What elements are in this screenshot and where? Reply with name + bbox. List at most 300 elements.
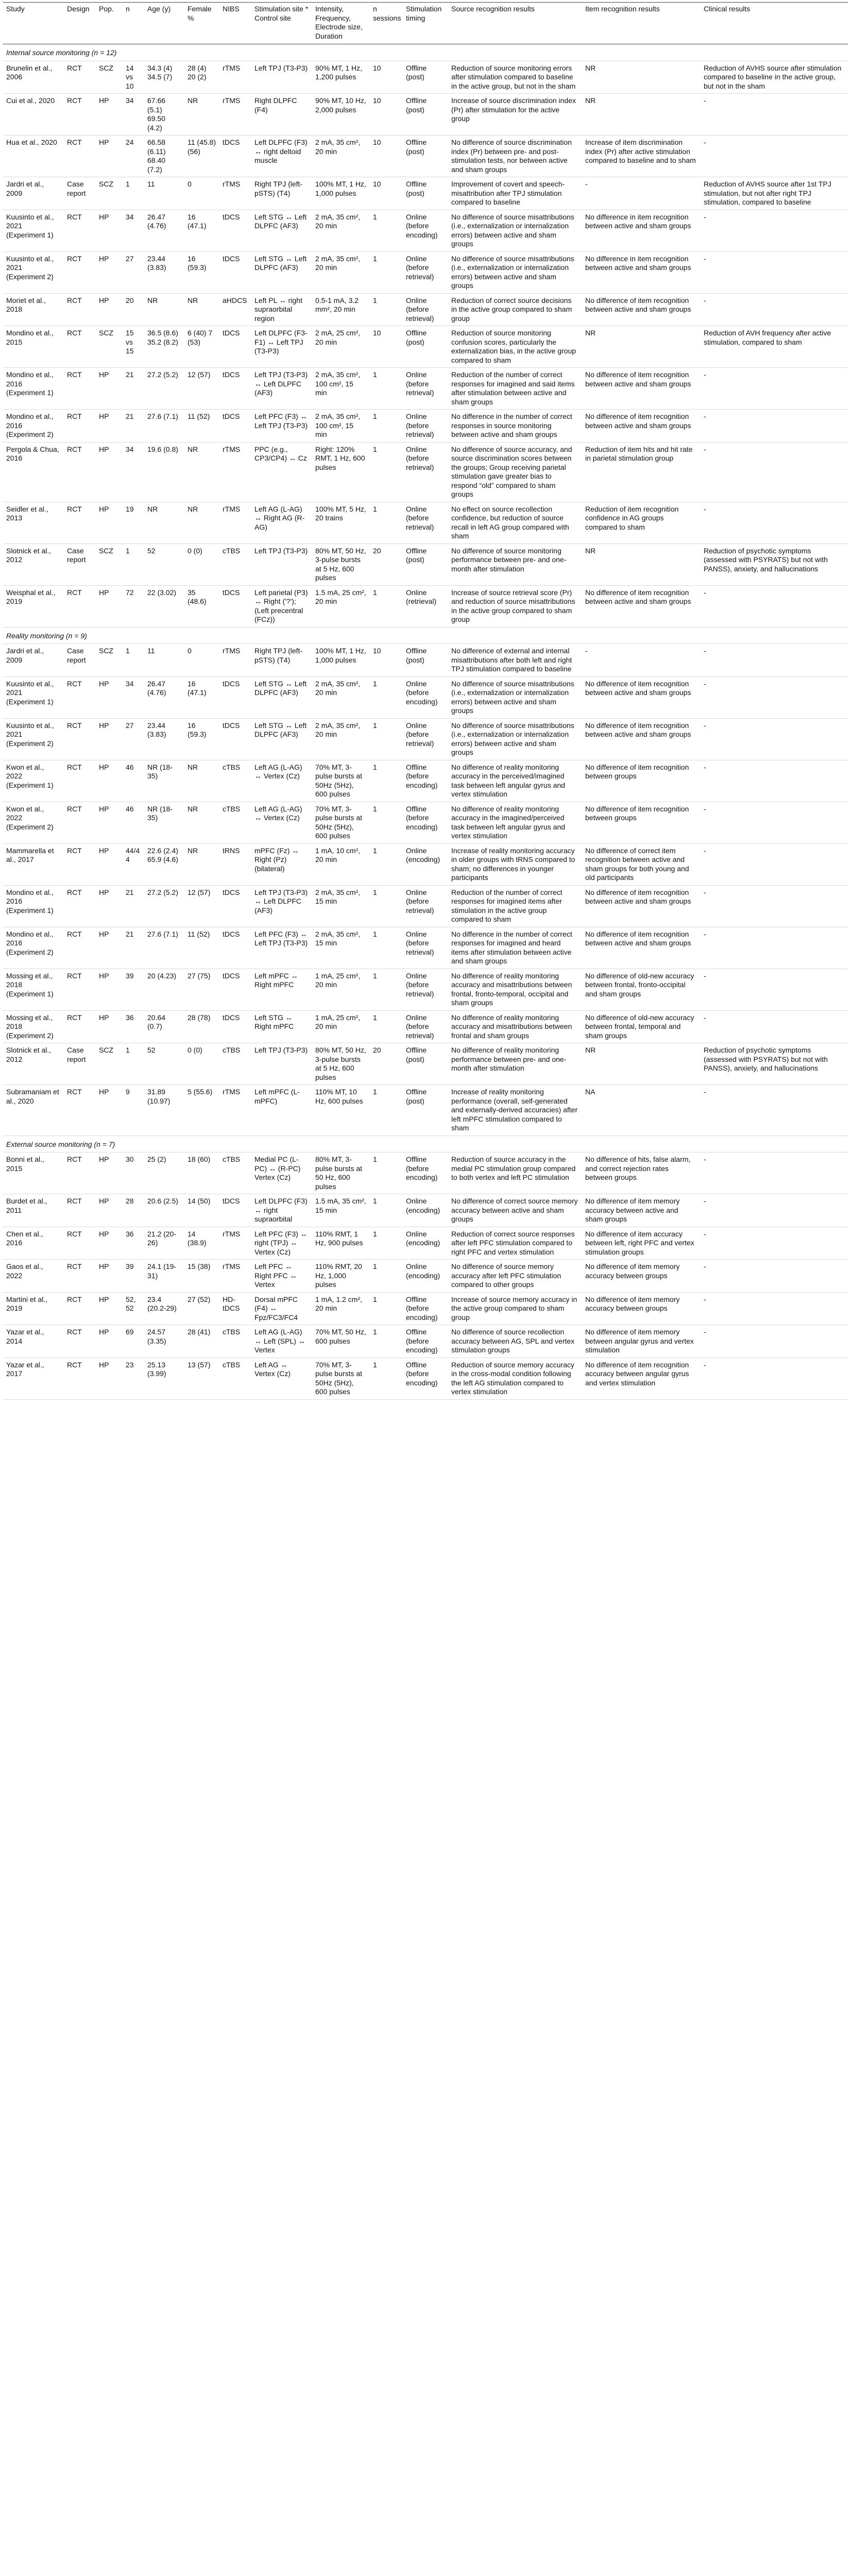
section-row — [3, 1136, 848, 1153]
table-row — [3, 177, 848, 210]
table-row — [3, 1085, 848, 1136]
table-cell: No difference of item memory between angular gyrus and vertex stimulation — [582, 1325, 701, 1358]
table-cell: 0 — [184, 644, 219, 677]
table-cell: 2 mA, 35 cm², 100 cm², 15 min — [312, 410, 370, 443]
table-cell: 2 mA, 35 cm², 20 min — [312, 210, 370, 251]
table-cell: Online (encoding) — [403, 1227, 448, 1260]
table-cell: 2 mA, 35 cm², 20 min — [312, 135, 370, 177]
table-cell: 46 — [123, 802, 144, 843]
table-cell: Increase of reality monitoring performance (overall, self-generated and externally-derived accuracies) after left mPFC stimulation compared to sham — [448, 1085, 582, 1136]
table-cell: HP — [96, 1085, 123, 1136]
table-cell: 22.6 (2.4) 65.9 (4.6) — [144, 843, 184, 885]
table-cell: Kuusinto et al., 2021 (Experiment 2) — [3, 251, 64, 293]
table-cell: Left TPJ (T3-P3) — [251, 61, 312, 94]
table-cell: No difference of reality monitoring accuracy in the perceived/imagined task between left angular gyrus and vertex stimulation — [448, 760, 582, 802]
table-cell: 15 (38) — [184, 1260, 219, 1293]
column-header: Stimulation site * Control site — [251, 3, 312, 44]
table-cell: 16 (47.1) — [184, 210, 219, 251]
table-cell: Online (before retrieval) — [403, 718, 448, 760]
table-cell: HP — [96, 1325, 123, 1358]
table-cell: 1 mA, 25 cm², 20 min — [312, 969, 370, 1010]
table-cell: HP — [96, 969, 123, 1010]
table-cell: 1.5 mA, 35 cm², 15 min — [312, 1194, 370, 1227]
table-cell: No difference of source misattributions (i.e., externalization or internalization errors) between active and sham groups — [448, 718, 582, 760]
table-row — [3, 885, 848, 927]
table-cell: Jardri et al., 2009 — [3, 644, 64, 677]
table-cell: No difference of item recognition between groups — [582, 802, 701, 843]
table-cell: No difference of item memory accuracy between groups — [582, 1260, 701, 1293]
table-cell: NA — [582, 1085, 701, 1136]
table-cell: rTMS — [219, 644, 251, 677]
table-cell: tDCS — [219, 676, 251, 718]
table-cell: No difference of source misattributions (i.e., externalization or internalization errors) between active and sham groups — [448, 676, 582, 718]
table-cell: Hua et al., 2020 — [3, 135, 64, 177]
table-cell: Online (before retrieval) — [403, 969, 448, 1010]
table-cell: Offline (post) — [403, 135, 448, 177]
section-row — [3, 627, 848, 644]
column-header: Study — [3, 3, 64, 44]
table-cell: RCT — [64, 885, 96, 927]
table-cell: No effect on source recollection confidence, but reduction of source recall in left AG group compared with sham — [448, 502, 582, 544]
table-cell: - — [701, 644, 848, 677]
table-cell: Brunelin et al., 2006 — [3, 61, 64, 94]
table-cell: No difference of item memory accuracy between active and sham groups — [582, 1194, 701, 1227]
table-cell: - — [701, 135, 848, 177]
table-row — [3, 760, 848, 802]
table-cell: HP — [96, 843, 123, 885]
table-cell: 0 (0) — [184, 1043, 219, 1085]
table-cell: No difference of item recognition between active and sham groups — [582, 410, 701, 443]
table-cell: rTMS — [219, 61, 251, 94]
table-cell: 36 — [123, 1227, 144, 1260]
table-cell: No difference of source discrimination index (Pr) between pre- and post-stimulation tests, nor between active and sham groups — [448, 135, 582, 177]
table-cell: Left AG (L-AG) ↔ Vertex (Cz) — [251, 760, 312, 802]
table-cell: Offline (post) — [403, 94, 448, 135]
table-cell: - — [701, 1194, 848, 1227]
table-cell: 1 — [370, 502, 403, 544]
table-cell: HP — [96, 135, 123, 177]
table-cell: Mondino et al., 2016 (Experiment 2) — [3, 927, 64, 969]
table-cell: Offline (post) — [403, 61, 448, 94]
table-cell: HP — [96, 927, 123, 969]
table-cell: No difference in item recognition between active and sham groups — [582, 210, 701, 251]
table-cell: SCZ — [96, 544, 123, 585]
literature-table — [3, 2, 848, 1400]
table-cell: 27 (52) — [184, 1292, 219, 1325]
table-cell: RCT — [64, 1325, 96, 1358]
table-row — [3, 326, 848, 368]
table-cell: PPC (e.g., CP3/CP4) ↔ Cz — [251, 442, 312, 502]
table-cell: Pergola & Chua, 2016 — [3, 442, 64, 502]
table-cell: Left STG ↔ Left DLPFC (AF3) — [251, 210, 312, 251]
table-cell: Offline (post) — [403, 544, 448, 585]
table-row — [3, 676, 848, 718]
table-cell: 24 — [123, 135, 144, 177]
table-cell: Reduction of source memory accuracy in the cross-modal condition following the left AG stimulation compared to vertex stimulation — [448, 1358, 582, 1399]
table-cell: No difference of item accuracy between left, right PFC and vertex stimulation groups — [582, 1227, 701, 1260]
table-row — [3, 368, 848, 410]
table-cell: 1 — [370, 843, 403, 885]
table-cell: 24.57 (3.35) — [144, 1325, 184, 1358]
table-cell: - — [701, 969, 848, 1010]
table-cell: - — [701, 1153, 848, 1194]
table-row — [3, 927, 848, 969]
table-cell: No difference of item recognition between active and sham groups — [582, 676, 701, 718]
table-cell: 10 — [370, 135, 403, 177]
table-cell: cTBS — [219, 802, 251, 843]
table-cell: Online (before retrieval) — [403, 885, 448, 927]
table-row — [3, 544, 848, 585]
table-cell: 1 — [370, 1010, 403, 1043]
table-cell: No difference of source misattributions (i.e., externalization or internalization errors) between active and sham groups — [448, 251, 582, 293]
column-header: n sessions — [370, 3, 403, 44]
table-cell: 25 (2) — [144, 1153, 184, 1194]
table-cell: Mossing et al., 2018 (Experiment 1) — [3, 969, 64, 1010]
table-cell: Left PFC (F3) ↔ Left TPJ (T3-P3) — [251, 927, 312, 969]
column-header: Item recognition results — [582, 3, 701, 44]
table-cell: 52 — [144, 1043, 184, 1085]
table-cell: 1 — [370, 1227, 403, 1260]
table-row — [3, 442, 848, 502]
table-cell: Case report — [64, 644, 96, 677]
table-cell: RCT — [64, 1227, 96, 1260]
table-cell: NR — [582, 1043, 701, 1085]
table-cell: RCT — [64, 410, 96, 443]
table-cell: HP — [96, 210, 123, 251]
table-cell: 1 — [370, 718, 403, 760]
table-cell: 1 — [370, 969, 403, 1010]
table-cell: Mammarella et al., 2017 — [3, 843, 64, 885]
table-cell: Left DLPFC (F3) ↔ right deltoid muscle — [251, 135, 312, 177]
table-cell: HP — [96, 251, 123, 293]
table-row — [3, 410, 848, 443]
table-cell: 66.58 (6.11) 68.40 (7.2) — [144, 135, 184, 177]
table-cell: 16 (59.3) — [184, 251, 219, 293]
table-row — [3, 1043, 848, 1085]
table-cell: 1 — [123, 177, 144, 210]
table-cell: 12 (57) — [184, 885, 219, 927]
table-cell: 20.64 (0.7) — [144, 1010, 184, 1043]
table-cell: Left STG ↔ Left DLPFC (AF3) — [251, 251, 312, 293]
table-cell: No difference of item recognition between active and sham groups — [582, 368, 701, 410]
table-cell: 31.89 (10.97) — [144, 1085, 184, 1136]
table-cell: rTMS — [219, 94, 251, 135]
table-cell: Mondino et al., 2016 (Experiment 2) — [3, 410, 64, 443]
table-cell: Online (before retrieval) — [403, 410, 448, 443]
table-cell: 1 — [370, 1260, 403, 1293]
table-cell: 10 — [370, 644, 403, 677]
table-cell: Offline (before encoding) — [403, 1153, 448, 1194]
table-cell: 80% MT, 50 Hz, 3-pulse bursts at 5 Hz, 600 pulses — [312, 544, 370, 585]
column-header: Clinical results — [701, 3, 848, 44]
table-cell: Reduction of source monitoring confusion scores, particularly the externalization bias, in the active group compared to sham — [448, 326, 582, 368]
table-cell: Left DLPFC (F3) ↔ right supraorbital — [251, 1194, 312, 1227]
table-cell: No difference of old-new accuracy between frontal, temporal and sham groups — [582, 1010, 701, 1043]
table-cell: NR — [582, 94, 701, 135]
table-cell: Left PFC (F3) ↔ Left TPJ (T3-P3) — [251, 410, 312, 443]
table-cell: Reduction of psychotic symptoms (assessed with PSYRATS) but not with PANSS), anxiety, and hallucinations — [701, 1043, 848, 1085]
table-cell: tDCS — [219, 969, 251, 1010]
table-cell: Left PFC (F3) ↔ right (TPJ) ↔ Vertex (Cz) — [251, 1227, 312, 1260]
table-cell: Moriet et al., 2018 — [3, 293, 64, 326]
table-cell: 23.4 (20.2-29) — [144, 1292, 184, 1325]
table-cell: - — [701, 293, 848, 326]
table-cell: Kwon et al., 2022 (Experiment 2) — [3, 802, 64, 843]
table-cell: tDCS — [219, 1194, 251, 1227]
table-cell: 52, 52 — [123, 1292, 144, 1325]
table-cell: 26.47 (4.76) — [144, 676, 184, 718]
table-cell: Online (before encoding) — [403, 676, 448, 718]
table-cell: Offline (post) — [403, 326, 448, 368]
table-cell: 11 (52) — [184, 410, 219, 443]
column-header: Stimulation timing — [403, 3, 448, 44]
table-cell: Offline (before encoding) — [403, 1292, 448, 1325]
table-cell: 9 — [123, 1085, 144, 1136]
table-cell: 1 — [123, 644, 144, 677]
table-cell: RCT — [64, 585, 96, 627]
table-cell: rTMS — [219, 442, 251, 502]
table-cell: 20 (4.23) — [144, 969, 184, 1010]
table-cell: Burdet et al., 2011 — [3, 1194, 64, 1227]
table-cell: 0 (0) — [184, 544, 219, 585]
table-cell: 28 (4) 20 (2) — [184, 61, 219, 94]
table-cell: Left TPJ (T3-P3) — [251, 1043, 312, 1085]
table-row — [3, 1358, 848, 1399]
table-cell: 23.44 (3.83) — [144, 251, 184, 293]
table-cell: 10 — [370, 177, 403, 210]
table-cell: No difference of old-new accuracy between frontal, fronto-occipital and sham groups — [582, 969, 701, 1010]
table-cell: Right TPJ (left-pSTS) (T4) — [251, 177, 312, 210]
table-cell: - — [582, 177, 701, 210]
table-cell: Online (before retrieval) — [403, 251, 448, 293]
column-header: Design — [64, 3, 96, 44]
column-header: Intensity, Frequency, Electrode size, Duration — [312, 3, 370, 44]
table-cell: - — [701, 718, 848, 760]
table-row — [3, 61, 848, 94]
table-cell: 27.6 (7.1) — [144, 410, 184, 443]
table-cell: Left AG (L-AG) ↔ Right AG (R-AG) — [251, 502, 312, 544]
table-cell: 22 (3.02) — [144, 585, 184, 627]
table-cell: Online (before retrieval) — [403, 368, 448, 410]
table-cell: tDCS — [219, 718, 251, 760]
table-cell: Left parietal (P3) ↔ Right ('?'); (Left precentral (FCz)) — [251, 585, 312, 627]
section-row — [3, 44, 848, 61]
table-cell: 14 (38.9) — [184, 1227, 219, 1260]
table-cell: tDCS — [219, 885, 251, 927]
table-cell: HD-tDCS — [219, 1292, 251, 1325]
table-cell: 39 — [123, 1260, 144, 1293]
table-cell: 28 — [123, 1194, 144, 1227]
table-cell: HP — [96, 1260, 123, 1293]
table-cell: cTBS — [219, 1043, 251, 1085]
table-cell: RCT — [64, 293, 96, 326]
table-cell: RCT — [64, 1260, 96, 1293]
table-cell: 90% MT, 1 Hz, 1,200 pulses — [312, 61, 370, 94]
table-cell: - — [701, 1325, 848, 1358]
table-cell: 18 (60) — [184, 1153, 219, 1194]
table-cell: - — [701, 502, 848, 544]
table-cell: Left STG ↔ Right mPFC — [251, 1010, 312, 1043]
table-cell: NR — [582, 61, 701, 94]
table-cell: RCT — [64, 326, 96, 368]
table-cell: 14 (50) — [184, 1194, 219, 1227]
table-cell: 1 — [370, 210, 403, 251]
table-cell: 34.3 (4) 34.5 (7) — [144, 61, 184, 94]
table-cell: Online (before retrieval) — [403, 502, 448, 544]
table-cell: 36 — [123, 1010, 144, 1043]
table-cell: NR — [184, 94, 219, 135]
table-cell: 26.47 (4.76) — [144, 210, 184, 251]
table-cell: Reduction of item hits and hit rate in parietal stimulation group — [582, 442, 701, 502]
table-cell: tDCS — [219, 251, 251, 293]
table-cell: Online (before retrieval) — [403, 293, 448, 326]
table-cell: No difference of hits, false alarm, and correct rejection rates between groups — [582, 1153, 701, 1194]
table-cell: RCT — [64, 927, 96, 969]
section-title: Reality monitoring (n = 9) — [3, 627, 848, 644]
table-cell: Online (encoding) — [403, 843, 448, 885]
table-cell: 1 — [370, 760, 403, 802]
table-cell: NR (18-35) — [144, 760, 184, 802]
table-cell: - — [701, 1227, 848, 1260]
table-cell: SCZ — [96, 644, 123, 677]
table-cell: 1 — [370, 676, 403, 718]
column-header: Female % — [184, 3, 219, 44]
table-cell: - — [701, 1260, 848, 1293]
table-cell: Offline (post) — [403, 177, 448, 210]
table-cell: HP — [96, 1010, 123, 1043]
table-cell: Reduction of AVHS source after 1st TPJ stimulation, but not after right TPJ stimulation, compared to baseline — [701, 177, 848, 210]
table-cell: RCT — [64, 210, 96, 251]
table-cell: Case report — [64, 1043, 96, 1085]
table-cell: cTBS — [219, 760, 251, 802]
table-cell: Reduction of the number of correct responses for imagined items after stimulation in the active group compared to sham — [448, 885, 582, 927]
table-cell: 27.2 (5.2) — [144, 885, 184, 927]
table-cell: 110% MT, 10 Hz, 600 pulses — [312, 1085, 370, 1136]
table-cell: HP — [96, 368, 123, 410]
table-cell: 11 (45.8) (56) — [184, 135, 219, 177]
table-row — [3, 251, 848, 293]
table-cell: Left TPJ (T3-P3) ↔ Left DLPFC (AF3) — [251, 368, 312, 410]
table-row — [3, 969, 848, 1010]
table-cell: 1 — [370, 293, 403, 326]
table-cell: Kuusinto et al., 2021 (Experiment 1) — [3, 676, 64, 718]
table-cell: 1 — [370, 885, 403, 927]
table-cell: - — [701, 1010, 848, 1043]
table-cell: rTMS — [219, 1085, 251, 1136]
table-cell: No difference of item recognition accuracy between angular gyrus and vertex stimulation — [582, 1358, 701, 1399]
table-cell: 1 — [370, 1194, 403, 1227]
table-cell: Reduction of psychotic symptoms (assessed with PSYRATS) but not with PANSS), anxiety, and hallucinations — [701, 544, 848, 585]
table-cell: HP — [96, 1227, 123, 1260]
table-cell: 52 — [144, 544, 184, 585]
table-cell: 1 — [370, 442, 403, 502]
table-cell: - — [701, 410, 848, 443]
table-cell: 1 mA, 1.2 cm², 20 min — [312, 1292, 370, 1325]
table-cell: 36.5 (8.6) 35.2 (8.2) — [144, 326, 184, 368]
table-cell: 10 — [370, 61, 403, 94]
table-cell: tDCS — [219, 1010, 251, 1043]
table-cell: RCT — [64, 718, 96, 760]
table-cell: Left mPFC ↔ Right mPFC — [251, 969, 312, 1010]
table-cell: NR — [184, 293, 219, 326]
table-cell: NR — [184, 843, 219, 885]
table-cell: 1 — [370, 585, 403, 627]
table-cell: No difference of item recognition between groups — [582, 760, 701, 802]
table-row — [3, 1010, 848, 1043]
table-cell: 21 — [123, 927, 144, 969]
table-cell: No difference of reality monitoring performance between pre- and one-month after stimulation — [448, 1043, 582, 1085]
table-cell: Offline (before encoding) — [403, 1358, 448, 1399]
table-cell: Increase of reality monitoring accuracy in older groups with tRNS compared to sham; no differences in younger participants — [448, 843, 582, 885]
table-cell: Slotnick et al., 2012 — [3, 544, 64, 585]
table-cell: Seidler et al., 2013 — [3, 502, 64, 544]
table-cell: 70% MT, 50 Hz, 600 pulses — [312, 1325, 370, 1358]
column-header: Pop. — [96, 3, 123, 44]
table-cell: rTMS — [219, 1227, 251, 1260]
table-cell: 110% RMT, 20 Hz, 1,000 pulses — [312, 1260, 370, 1293]
table-cell: Offline (before encoding) — [403, 760, 448, 802]
table-cell: NR — [184, 802, 219, 843]
table-cell: RCT — [64, 442, 96, 502]
table-cell: Improvement of covert and speech-misattribution after TPJ stimulation compared to baseline — [448, 177, 582, 210]
table-cell: Online (before retrieval) — [403, 442, 448, 502]
table-cell: 27 — [123, 251, 144, 293]
table-cell: Increase of source memory accuracy in the active group compared to sham group — [448, 1292, 582, 1325]
table-cell: cTBS — [219, 1358, 251, 1399]
table-cell: Bonni et al., 2015 — [3, 1153, 64, 1194]
table-cell: 70% MT, 3-pulse bursts at 50Hz (5Hz), 600 pulses — [312, 802, 370, 843]
table-cell: 27.2 (5.2) — [144, 368, 184, 410]
table-cell: Offline (before encoding) — [403, 1325, 448, 1358]
table-cell: Right: 120% RMT, 1 Hz, 600 pulses — [312, 442, 370, 502]
table-cell: HP — [96, 585, 123, 627]
table-row — [3, 293, 848, 326]
table-cell: tDCS — [219, 368, 251, 410]
table-cell: NR (18-35) — [144, 802, 184, 843]
table-cell: 14 vs 10 — [123, 61, 144, 94]
table-cell: Left PFC ↔ Right PFC ↔ Vertex — [251, 1260, 312, 1293]
table-cell: - — [701, 760, 848, 802]
table-cell: Offline (before encoding) — [403, 802, 448, 843]
table-cell: Reduction of correct source decisions in the active group compared to sham group — [448, 293, 582, 326]
table-cell: Left PL ↔ right supraorbital region — [251, 293, 312, 326]
table-cell: Case report — [64, 544, 96, 585]
table-cell: 1 — [123, 1043, 144, 1085]
table-cell: NR — [144, 502, 184, 544]
table-cell: Right DLPFC (F4) — [251, 94, 312, 135]
table-cell: 34 — [123, 442, 144, 502]
table-cell: Left AG (L-AG) ↔ Vertex (Cz) — [251, 802, 312, 843]
table-cell: Left AG ↔ Vertex (Cz) — [251, 1358, 312, 1399]
table-cell: 1 mA, 10 cm², 20 min — [312, 843, 370, 885]
table-cell: Online (before retrieval) — [403, 1010, 448, 1043]
table-cell: 1 — [370, 251, 403, 293]
table-cell: 1 — [370, 927, 403, 969]
table-cell: 21 — [123, 368, 144, 410]
table-cell: 1 — [370, 1153, 403, 1194]
table-cell: No difference of item recognition between active and sham groups — [582, 293, 701, 326]
table-row — [3, 1260, 848, 1293]
table-cell: RCT — [64, 502, 96, 544]
table-cell: 20 — [370, 1043, 403, 1085]
table-cell: 2 mA, 35 cm², 100 cm², 15 min — [312, 368, 370, 410]
table-cell: 16 (59.3) — [184, 718, 219, 760]
table-cell: 1 mA, 25 cm², 20 min — [312, 1010, 370, 1043]
table-cell: aHDCS — [219, 293, 251, 326]
table-cell: RCT — [64, 969, 96, 1010]
table-header — [3, 3, 848, 44]
table-cell: Online (before retrieval) — [403, 927, 448, 969]
